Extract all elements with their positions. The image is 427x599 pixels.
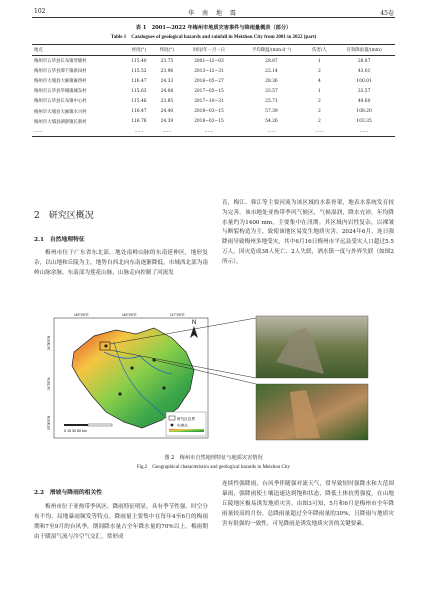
table-cell: 28.87 <box>265 58 278 64</box>
table-caption-en: Table 1 Catalogues of geological hazards and rainfall in Meizhou City from 2001 to 2022 (part) <box>110 35 317 40</box>
table-cell: 24.40 <box>160 109 174 115</box>
body-paragraph: 梅州市位于亚热带季风区，降雨特征明显，具有季节性强、时空分布不均、局地暴雨频发等特点。降雨量主要集中在每年4至6月的梅雨期和7至9月的台风季，期间降水量占全年降水量的70%以上。梅雨期由于暖湿气流与冷空气交汇，常形成 <box>34 504 208 540</box>
table-cell: …… <box>306 127 334 137</box>
lat-tick: 24°30'0"N <box>47 335 51 350</box>
col-header: 有效降雨量/(mm) <box>333 45 395 56</box>
body-paragraph: 育，梅江、韩江等主要河流为该区域的水系骨架，地表水系统发育较为完善。该市地处亚热带季风气候区，气候湿润，降水充沛，年均降水量约为1400 mm，主要集中在汛期。其区域内岩性复杂，以裸皱与断裂构造为主，致使该地区易发生地质灾害。2024年6月，连日强降雨导致梅州多地受灾，其中6月16日梅州市平远县受灾人口超过5.5万人，因灾造成38人死亡、2人失联，酒水镇一度与外界失联（如图2所示）。 <box>222 200 394 265</box>
table-cell: 43.01 <box>357 68 371 74</box>
table-cell: 23.96 <box>160 68 174 74</box>
table-cell: 49.60 <box>357 98 371 104</box>
header-rule <box>32 17 395 18</box>
legend-label: 灾害点 <box>177 423 188 428</box>
table-cell: 116.76 <box>131 119 147 125</box>
table-cell: 116.47 <box>131 78 147 84</box>
table-cell: 115.46 <box>131 98 147 104</box>
table-cell: 28.87 <box>357 58 371 64</box>
table-cell: 23.85 <box>160 98 174 104</box>
table-cell: 2 <box>317 109 321 115</box>
table-cell: …… <box>237 127 305 137</box>
table-cell: 2018−03−15 <box>194 119 224 125</box>
table-cell: 22.14 <box>265 68 278 74</box>
table-cell: 33.57 <box>265 88 278 94</box>
page-number: 102 <box>34 8 46 15</box>
table-cell: …… <box>333 127 395 137</box>
col-header: 地点 <box>32 45 124 56</box>
body-paragraph: 连续性强降雨，台风季伴随强对流天气，常导致短时强降水和大范围暴雨，强降雨使土壤迅速达到饱和状态，降低土体抗剪强度，在山地丘陵地区极易诱发地质灾害。由图3可知，5月和6月是梅州市全年降雨量较高的月份，总降雨量超过全年降雨量的30%，且降雨与地质灾害有很强的一致性，可见降雨是诱发地质灾害的关键要素。 <box>222 481 394 527</box>
col-header: 经度(°) <box>124 45 153 56</box>
table-cell: 33.57 <box>357 88 371 94</box>
table-cell: 2018−03−15 <box>194 109 224 115</box>
subsection-heading: 2.2 滑坡与降雨的相关性 <box>34 490 103 496</box>
table-caption-cn: 表 1 2001—2022 年梅州市地质灾害事件与降雨量概表（部分） <box>135 25 292 31</box>
table-cell: 24.39 <box>160 119 174 125</box>
table-cell: 24.33 <box>160 78 174 84</box>
table-cell: 108.20 <box>356 109 372 115</box>
table-row <box>32 76 395 86</box>
figure-caption-en: Fig.2 Geographical characteristics and geological hazards in Meizhou City <box>136 465 291 470</box>
table-cell: …… <box>124 127 153 137</box>
lat-tick: 24°0'0"N <box>47 377 51 390</box>
hazard-table <box>32 44 395 137</box>
table-cell: 23.75 <box>160 58 174 64</box>
journal-title: 华 南 地 震 <box>188 10 239 17</box>
table-cell: 梅州市五华县长布镇中心村 <box>34 99 87 105</box>
table-header-row <box>32 45 395 56</box>
table-cell: 2013−12−31 <box>194 68 224 74</box>
table-cell: 2016−05−27 <box>194 78 224 84</box>
figure-graphic <box>44 312 384 444</box>
table-cell: …… <box>181 127 238 137</box>
table-row <box>32 56 395 67</box>
section-heading: 2 研究区概况 <box>34 211 94 221</box>
table-row <box>32 96 395 106</box>
col-header: 纬度(°) <box>153 45 180 56</box>
table-cell: 4 <box>317 78 321 84</box>
table-cell: …… <box>153 127 180 137</box>
table-cell: 1 <box>317 58 321 64</box>
table-cell: 梅州市大埔县大麻镇水兴村 <box>34 109 87 115</box>
lon-tick: 116°0'0"E <box>122 313 137 317</box>
table-cell: 115.52 <box>131 68 147 74</box>
table-row <box>32 66 395 76</box>
table-cell: 2017−10−31 <box>194 98 224 104</box>
table-cell: 54.26 <box>265 119 278 125</box>
table-cell: 2017−05−15 <box>194 88 224 94</box>
table-cell: 103.35 <box>356 119 372 125</box>
table-cell: 2 <box>317 119 321 125</box>
map-legend <box>166 412 206 436</box>
legend-point-swatch <box>171 424 174 427</box>
table-cell: 梅州市五华县潭下镇新田村 <box>34 69 87 75</box>
col-header: 伤害/人 <box>306 45 334 56</box>
table-row <box>32 86 395 96</box>
volume-label: 45卷 <box>380 10 394 17</box>
lon-tick: 115°0'0"E <box>74 313 89 317</box>
hazard-point <box>104 344 107 347</box>
table-cell: 2 <box>317 98 321 104</box>
subsection-heading: 2.1 自然地理特征 <box>34 237 85 243</box>
north-label: N <box>192 320 197 326</box>
hazard-point <box>130 366 133 369</box>
figure-2 <box>44 312 384 444</box>
table-cell: 梅州市五华县长布镇琴塘村 <box>34 59 87 65</box>
table-cell: 1 <box>317 88 321 94</box>
col-header: 平均降温/(mm·d⁻¹) <box>237 45 305 56</box>
lat-tick: 23°30'0"N <box>47 415 51 430</box>
table-row <box>32 127 395 137</box>
table-row <box>32 117 395 127</box>
table-cell: 57.39 <box>265 109 278 115</box>
table-cell: 2 <box>317 68 321 74</box>
hazard-point <box>162 386 165 389</box>
table-row <box>32 106 395 116</box>
table-cell: 24.08 <box>160 88 174 94</box>
legend-label: 研究区边界 <box>177 417 195 421</box>
body-paragraph: 梅州市位于广东省东北部，地处南岭山脉的东南延伸区，地形复杂，以山地和丘陵为主，地势自西北向东南逐渐降低。市域西北部为南岭山脉余脉，东南部为莲花山脉，山脉走向控制了河流发 <box>34 250 208 276</box>
table-cell: 115.40 <box>131 58 147 64</box>
col-header: 时间/年－月－日 <box>181 45 238 56</box>
scale-label: 0 15 30 60 km <box>64 429 87 433</box>
table-cell: 梅州市大埔县大麻镇麻西村 <box>34 79 87 85</box>
figure-caption-cn: 图 2 梅州市自然地理特征与地质灾害情况 <box>164 455 263 461</box>
table-cell: 100.01 <box>356 78 372 84</box>
table-cell: …… <box>32 127 124 137</box>
table-cell: 28.36 <box>265 78 278 84</box>
table-cell: 梅州市大埔县湖寮镇长新村 <box>34 119 87 125</box>
table-cell: 116.47 <box>131 109 147 115</box>
table-cell: 2001−12−03 <box>194 58 224 64</box>
table-cell: 115.63 <box>131 88 147 94</box>
lon-tick: 117°0'0"E <box>170 313 185 317</box>
hazard-point <box>118 392 121 395</box>
table-cell: 25.71 <box>265 98 278 104</box>
table-cell: 梅州市五华县华城镇城东村 <box>34 89 87 95</box>
elevation-ramp <box>169 429 204 432</box>
